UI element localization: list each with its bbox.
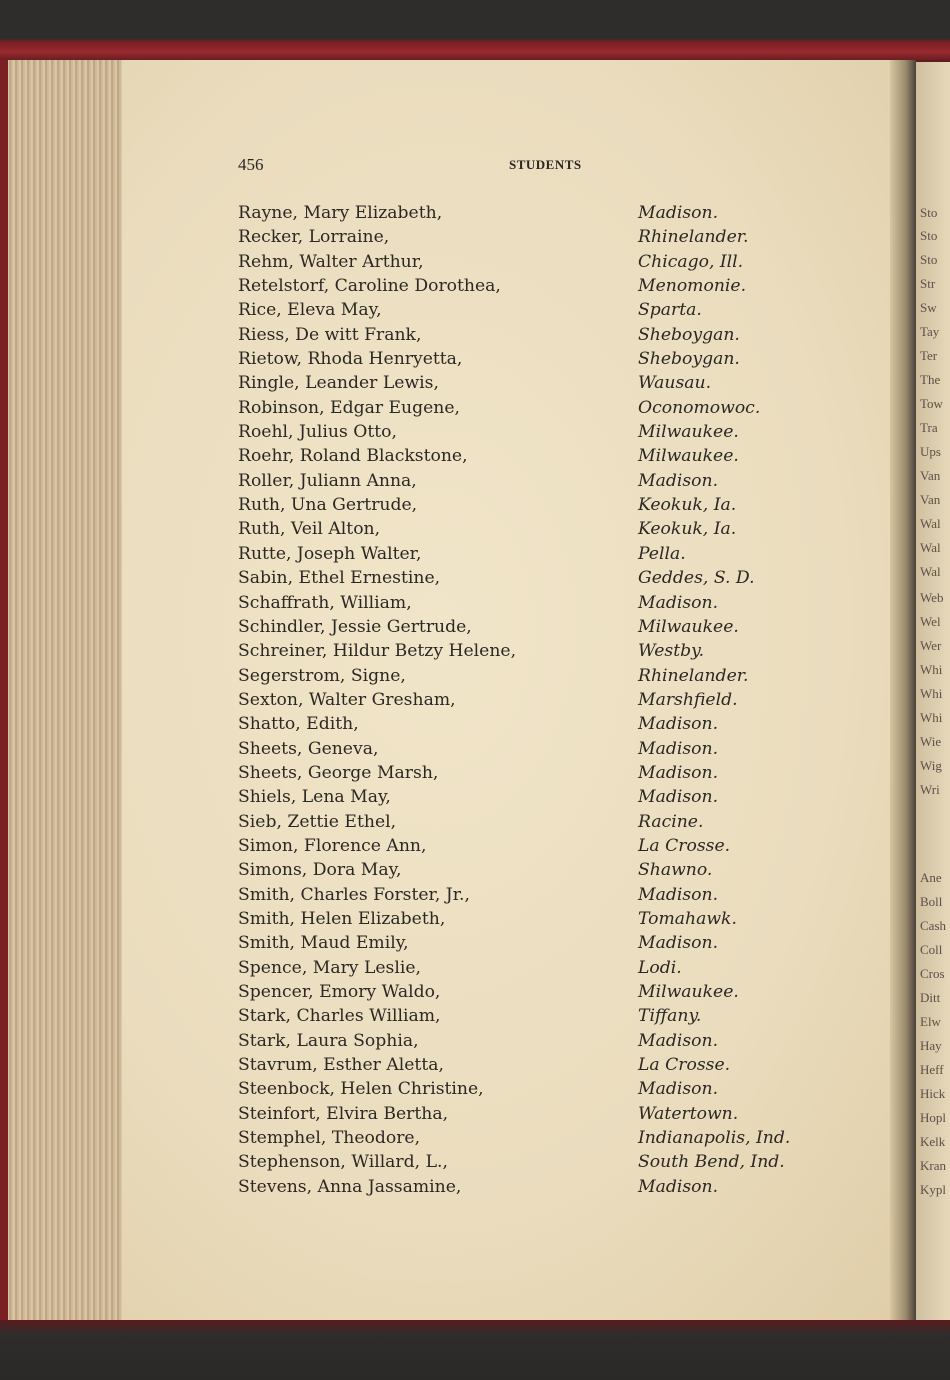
student-name: Ringle, Leander Lewis, [238, 373, 439, 394]
student-entry [238, 760, 838, 784]
page-edges [0, 60, 124, 1322]
facing-page-fragment: Wri [920, 782, 940, 797]
facing-page-fragment: Wer [920, 638, 942, 653]
student-entry [238, 711, 838, 735]
facing-page-fragment: Ups [920, 444, 941, 459]
student-name: Smith, Helen Elizabeth, [238, 908, 446, 929]
student-hometown: Tomahawk. [638, 908, 737, 929]
student-hometown: Indianapolis, Ind. [638, 1128, 791, 1149]
student-hometown: Pella. [638, 543, 686, 564]
facing-page-fragment: Kypl [920, 1182, 946, 1197]
student-hometown: Menomonie. [638, 276, 747, 297]
facing-page-fragment: Wal [920, 564, 941, 579]
student-hometown: Madison. [638, 592, 719, 613]
student-name: Stavrum, Esther Aletta, [238, 1055, 444, 1076]
student-hometown: Keokuk, Ia. [638, 519, 737, 540]
student-name: Steenbock, Helen Christine, [238, 1079, 484, 1100]
student-hometown: Madison. [638, 787, 719, 808]
facing-page-fragment: Whi [920, 686, 943, 701]
student-entry [238, 882, 838, 906]
student-entry [238, 1174, 838, 1198]
facing-page-fragment: Elw [920, 1014, 941, 1029]
student-name: Roehr, Roland Blackstone, [238, 446, 468, 467]
page-number: 456 [238, 155, 264, 174]
page-header [238, 155, 798, 175]
student-entry [238, 857, 838, 881]
student-name: Ruth, Veil Alton, [238, 519, 381, 540]
student-entry [238, 1101, 838, 1125]
page-gutter [890, 60, 916, 1322]
student-entry [238, 687, 838, 711]
student-name: Rice, Eleva May, [238, 300, 382, 321]
student-name: Ruth, Una Gertrude, [238, 495, 418, 516]
facing-page-fragment: Boll [920, 894, 943, 909]
facing-page-fragment: Van [920, 492, 941, 507]
facing-page-fragment: Cros [920, 966, 945, 981]
student-name: Spencer, Emory Waldo, [238, 982, 441, 1002]
student-entry [238, 297, 838, 321]
facing-page-fragment: Tow [920, 396, 943, 411]
student-hometown: Lodi. [638, 957, 682, 978]
student-hometown: Sheboygan. [638, 324, 740, 345]
student-entry [238, 590, 838, 614]
student-hometown: Milwaukee. [638, 982, 739, 1002]
student-name: Riess, De witt Frank, [238, 324, 422, 345]
student-name: Rutte, Joseph Walter, [238, 543, 422, 564]
facing-page-fragment: Heff [920, 1062, 944, 1077]
student-hometown: Oconomowoc. [638, 397, 761, 418]
student-entry [238, 955, 838, 979]
facing-page-fragment: Hopl [920, 1110, 946, 1125]
student-hometown: South Bend, Ind. [638, 1152, 785, 1173]
student-hometown: Sparta. [638, 300, 702, 321]
student-hometown: Racine. [638, 811, 704, 832]
facing-page-fragment: Whi [920, 710, 943, 725]
student-entry [238, 516, 838, 540]
student-hometown: Milwaukee. [638, 616, 739, 637]
running-head: STUDENTS [509, 157, 582, 172]
student-hometown: Madison. [638, 762, 719, 783]
student-name: Stemphel, Theodore, [238, 1128, 421, 1149]
student-entry [238, 249, 838, 273]
student-entry [238, 492, 838, 516]
student-entry [238, 468, 838, 492]
student-name: Rietow, Rhoda Henryetta, [238, 349, 463, 370]
student-hometown: La Crosse. [638, 835, 731, 856]
student-name: Sheets, Geneva, [238, 738, 379, 759]
student-entry [238, 1028, 838, 1052]
facing-page-fragment: Str [920, 276, 936, 291]
facing-page-fragment: Wal [920, 540, 941, 555]
facing-page-fragment: Cash [920, 918, 946, 933]
student-hometown: Madison. [638, 738, 719, 759]
facing-page-fragment: Wig [920, 758, 942, 773]
student-name: Shiels, Lena May, [238, 787, 391, 808]
student-entry [238, 346, 838, 370]
student-hometown: Rhinelander. [638, 227, 749, 248]
student-hometown: Madison. [638, 203, 719, 223]
student-entry [238, 322, 838, 346]
student-entry [238, 541, 838, 565]
student-name: Simon, Florence Ann, [238, 835, 427, 856]
student-hometown: La Crosse. [638, 1055, 731, 1076]
facing-page-fragment: Hick [920, 1086, 946, 1101]
student-hometown: Keokuk, Ia. [638, 495, 737, 516]
student-hometown: Madison. [638, 1176, 719, 1197]
student-entry [238, 1003, 838, 1027]
student-hometown: Rhinelander. [638, 665, 749, 686]
student-entry [238, 906, 838, 930]
student-hometown: Madison. [638, 714, 719, 735]
student-name: Sieb, Zettie Ethel, [238, 811, 397, 832]
facing-page-fragment: Ter [920, 348, 938, 363]
student-name: Roehl, Julius Otto, [238, 422, 397, 443]
student-entry [238, 614, 838, 638]
student-hometown: Chicago, Ill. [638, 251, 744, 272]
facing-page-fragment: Whi [920, 662, 943, 677]
student-name: Smith, Charles Forster, Jr., [238, 884, 470, 905]
student-name: Sheets, George Marsh, [238, 762, 439, 783]
student-entry [238, 224, 838, 248]
student-name: Stark, Laura Sophia, [238, 1030, 419, 1051]
student-name: Stephenson, Willard, L., [238, 1152, 448, 1173]
student-name: Stevens, Anna Jassamine, [238, 1176, 462, 1197]
student-entry [238, 833, 838, 857]
facing-page-fragment: Hay [920, 1038, 942, 1053]
student-name: Shatto, Edith, [238, 714, 359, 735]
student-entry [238, 1076, 838, 1100]
facing-page-fragment: Ditt [920, 990, 941, 1005]
student-name: Sabin, Ethel Ernestine, [238, 568, 441, 589]
student-hometown: Madison. [638, 884, 719, 905]
student-hometown: Madison. [638, 470, 719, 491]
student-hometown: Shawno. [638, 860, 713, 881]
student-entry [238, 1149, 838, 1173]
student-entry [238, 370, 838, 394]
facing-page-edge [916, 62, 950, 1320]
facing-page-fragment: Web [920, 590, 944, 605]
student-name: Segerstrom, Signe, [238, 665, 406, 686]
facing-page-fragment: Wal [920, 516, 941, 531]
student-hometown: Geddes, S. D. [638, 568, 755, 589]
student-list [238, 200, 838, 1198]
student-entry [238, 784, 838, 808]
student-entry [238, 1052, 838, 1076]
student-hometown: Madison. [638, 1030, 719, 1051]
student-hometown: Wausau. [638, 373, 712, 394]
facing-page-fragment: Coll [920, 942, 943, 957]
facing-page-fragment: Sw [920, 300, 937, 315]
student-name: Rehm, Walter Arthur, [238, 251, 424, 272]
student-entry [238, 736, 838, 760]
facing-page-fragment: Wie [920, 734, 942, 749]
student-entry [238, 663, 838, 687]
student-hometown: Sheboygan. [638, 349, 740, 370]
student-name: Smith, Maud Emily, [238, 933, 409, 954]
student-hometown: Madison. [638, 933, 719, 954]
student-name: Robinson, Edgar Eugene, [238, 397, 460, 418]
student-hometown: Marshfield. [638, 689, 738, 710]
student-hometown: Tiffany. [638, 1006, 702, 1027]
facing-page-fragment: Kran [920, 1158, 946, 1173]
student-name: Retelstorf, Caroline Dorothea, [238, 276, 501, 297]
student-hometown: Westby. [638, 641, 705, 662]
student-entry [238, 565, 838, 589]
facing-page-fragment: The [920, 372, 941, 387]
student-name: Steinfort, Elvira Bertha, [238, 1103, 449, 1124]
facing-page-fragment: Sto [920, 228, 938, 243]
student-entry [238, 443, 838, 467]
student-name: Roller, Juliann Anna, [238, 470, 417, 491]
student-hometown: Milwaukee. [638, 446, 739, 467]
student-name: Schindler, Jessie Gertrude, [238, 616, 472, 637]
student-entry [238, 979, 838, 1003]
student-entry [238, 638, 838, 662]
facing-page-fragment: Sto [920, 252, 938, 267]
student-name: Schaffrath, William, [238, 592, 412, 613]
student-entry [238, 200, 838, 224]
student-entry [238, 930, 838, 954]
student-name: Recker, Lorraine, [238, 227, 390, 248]
student-entry [238, 809, 838, 833]
student-name: Spence, Mary Leslie, [238, 957, 422, 978]
facing-page-fragment: Wel [920, 614, 941, 629]
facing-page-fragment: Kelk [920, 1134, 946, 1149]
facing-page-fragment: Sto [920, 205, 938, 220]
student-hometown: Madison. [638, 1079, 719, 1100]
student-entry [238, 395, 838, 419]
student-entry [238, 273, 838, 297]
book-cover-bottom [0, 1320, 950, 1380]
student-name: Sexton, Walter Gresham, [238, 689, 456, 710]
student-name: Simons, Dora May, [238, 860, 402, 881]
student-name: Stark, Charles William, [238, 1006, 441, 1027]
facing-page-fragment: Van [920, 468, 941, 483]
student-entry [238, 419, 838, 443]
facing-page-fragment: Tay [920, 324, 940, 339]
student-name: Rayne, Mary Elizabeth, [238, 203, 443, 223]
facing-page-fragment: Tra [920, 420, 938, 435]
student-entry [238, 1125, 838, 1149]
book-cover-top [0, 0, 950, 62]
student-name: Schreiner, Hildur Betzy Helene, [238, 641, 517, 662]
student-hometown: Watertown. [638, 1103, 739, 1124]
facing-page-fragment: Ane [920, 870, 942, 885]
student-hometown: Milwaukee. [638, 422, 739, 443]
